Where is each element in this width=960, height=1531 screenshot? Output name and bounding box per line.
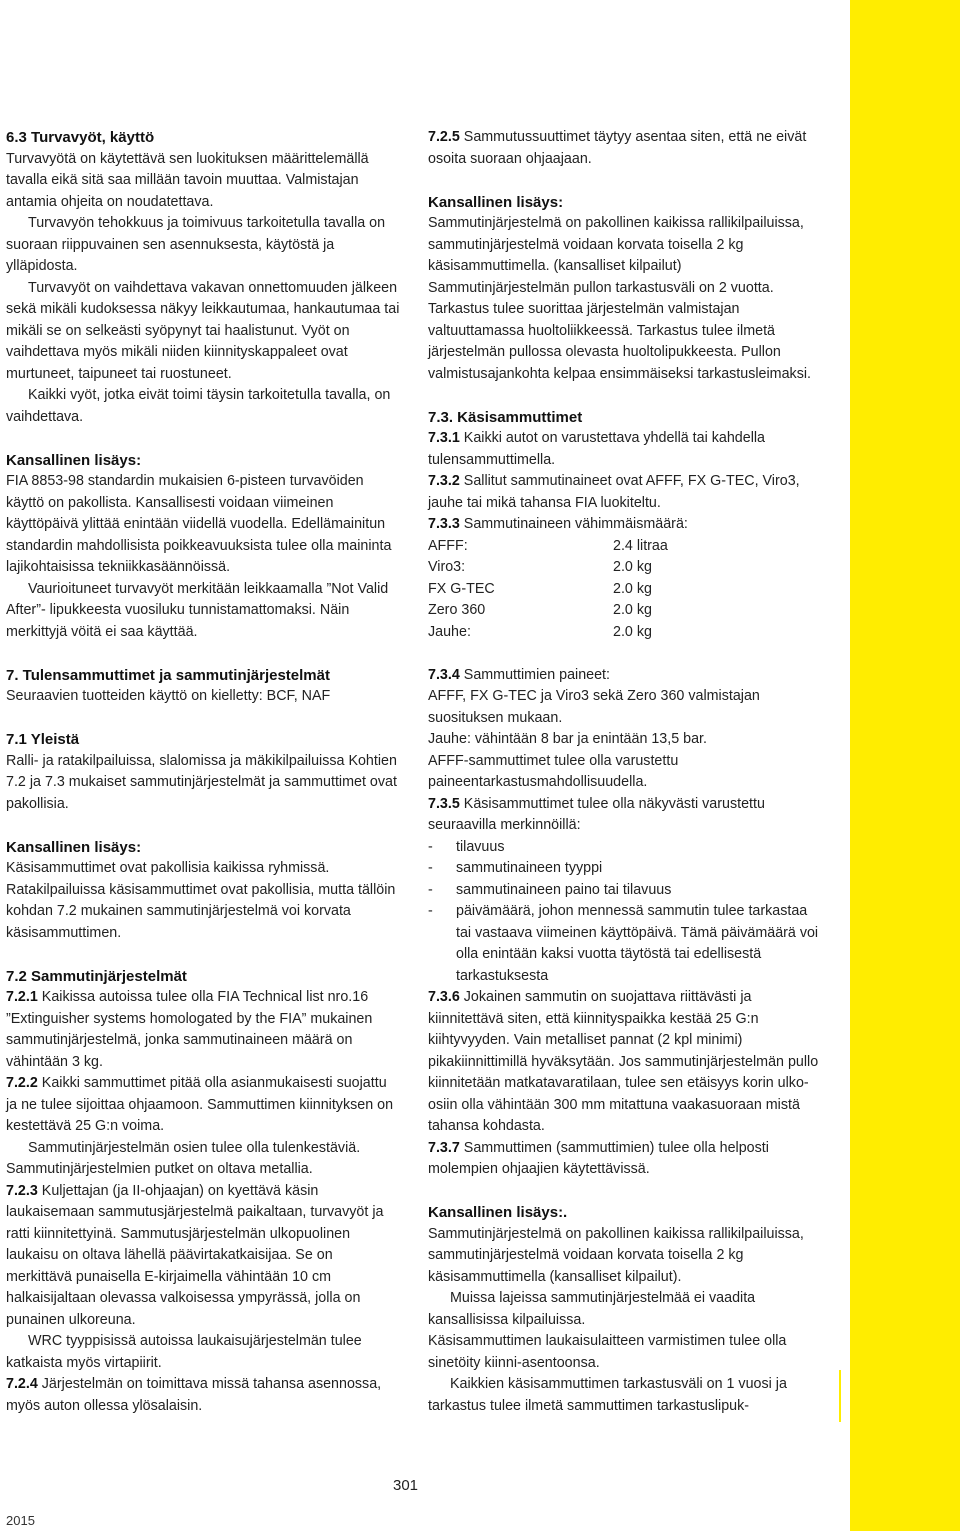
clause-number: 7.3.1 (428, 430, 460, 446)
clause-number: 7.3.4 (428, 666, 460, 683)
paragraph (428, 1288, 822, 1331)
paragraph (6, 1331, 400, 1374)
paragraph-text: Kaikki sammuttimet pitää olla asianmukaisesti suojattu ja ne tulee sijoittaa ohjaamoon. Sammuttimen kiinnityksen on kestettävä 25 G:n voima. (6, 1075, 394, 1134)
section-heading: 7.3. Käsisammuttimet (428, 408, 583, 426)
paragraph (6, 1073, 400, 1138)
paragraph (428, 471, 822, 514)
list-item (428, 880, 822, 902)
paragraph-text: Vaurioituneet turvavyöt merkitään leikkaamalla ”Not Valid After”- lipukkeesta vuosiluku tunnistamattomaksi. Näin merkittyjä vöitä ei saa käyttää. (6, 580, 389, 640)
paragraph (6, 471, 400, 579)
paragraph (428, 987, 822, 1138)
paragraph (6, 149, 400, 214)
section-heading: Kansallinen lisäys: (428, 193, 564, 211)
quantity-row (428, 557, 822, 579)
list-dash: - (428, 860, 433, 876)
quantity-value: 2.0 kg (613, 559, 652, 575)
paragraph-text: Sallitut sammutinaineet ovat AFFF, FX G-TEC, Viro3, jauhe tai mikä tahansa FIA luokiteltu. (428, 473, 800, 511)
quantity-value: 2.0 kg (613, 623, 652, 640)
paragraph-text: Jauhe: vähintään 8 bar ja enintään 13,5 bar. (428, 731, 708, 747)
paragraph-text: Turvavyötä on käytettävä sen luokituksen määrittelemällä tavalla eikä sitä saa millään tavoin muuttaa. Valmistajan antamia ohjeita on noudatettava. (6, 150, 369, 210)
quantity-row (428, 622, 822, 644)
paragraph-text: Sammutinjärjestelmä on pakollinen kaikissa rallikilpailuissa, sammutinjärjestelmä voidaan korvata toisella 2 kg käsisammuttimella. (kansalliset kilpailut) Sammutinjärjestelmän pullon tarkastusväli on 2 vuotta. Tarkastus tulee suorittaa järjestelmän valmistajan valtuuttamassa huoltoliikkeessä. Tarkastus tulee ilmetä järjestelmän pullossa olevasta huoltolipukkeesta. Pullon valmistusajankohta kelpaa ensimmäiseksi tarkastusleimaksi. (428, 215, 811, 382)
clause-number: 7.2.4 (6, 1376, 38, 1392)
paragraph (6, 278, 400, 386)
clause-number: 7.2.1 (6, 989, 38, 1005)
paragraph (428, 428, 822, 471)
spacer (428, 643, 822, 665)
list-item (428, 858, 822, 880)
section-heading: 7.1 Yleistä (6, 731, 80, 748)
section-heading: 7.2 Sammutinjärjestelmät (6, 967, 187, 985)
quantity-label: FX G-TEC (428, 580, 495, 597)
section-heading: Kansallinen lisäys: (6, 451, 142, 469)
list-dash: - (428, 838, 433, 855)
list-text: päivämäärä, johon mennessä sammutin tulee tarkastaa tai vastaava viimeinen käyttöpäivä. Tämä päivämäärä voi olla enintään kaksi vuotta täytöstä tai edellisestä tarkastuksesta (456, 903, 819, 984)
clause-number: 7.3.6 (428, 989, 460, 1005)
paragraph (6, 987, 400, 1073)
section-heading: 6.3 Turvavyöt, käyttö (6, 129, 155, 146)
year-label: 2015 (6, 1513, 35, 1528)
paragraph (428, 751, 822, 794)
section-heading: 7. Tulensammuttimet ja sammutinjärjestelmät (6, 666, 330, 684)
paragraph-text: Sammuttimien paineet: (459, 666, 610, 683)
paragraph (6, 1181, 400, 1332)
paragraph (428, 514, 822, 536)
paragraph (6, 1374, 400, 1417)
clause-number: 7.3.2 (428, 473, 460, 489)
page-number: 301 (393, 1477, 419, 1494)
list-text: tilavuus (456, 838, 505, 855)
paragraph (6, 686, 400, 708)
paragraph-text: FIA 8853-98 standardin mukaisien 6-pisteen turvavöiden käyttö on pakollista. Kansallisesti voidaan viimeinen käyttöpäivä ylittää enintään viidellä vuodella. Edellämainitun standardin mahdollisista poikkeavuuksista tulee olla maininta lajikohtaisissa tekniikkasäännöissä. (6, 473, 392, 575)
paragraph (428, 1374, 822, 1417)
paragraph (428, 1331, 822, 1374)
list-item (428, 901, 822, 987)
paragraph-text: Sammutinjärjestelmän osien tulee olla tulenkestäviä. Sammutinjärjestelmien putket on oltava metallia. (6, 1139, 361, 1177)
paragraph (428, 213, 822, 385)
spacer (6, 643, 400, 665)
quantity-row (428, 600, 822, 622)
spacer (6, 944, 400, 966)
section-heading: Kansallinen lisäys: (6, 838, 142, 856)
left-column (6, 127, 400, 1417)
paragraph-text: Sammuttimen (sammuttimien) tulee olla helposti molempien ohjaajien käytettävissä. (428, 1139, 769, 1177)
quantity-value: 2.4 litraa (613, 537, 668, 554)
paragraph-text: Käsisammuttimet tulee olla näkyvästi varustettu seuraavilla merkinnöillä: (428, 795, 765, 833)
paragraph-text: Sammutinjärjestelmä on pakollinen kaikissa rallikilpailuissa, sammutinjärjestelmä voidaan korvata toisella 2 kg käsisammuttimella (kansalliset kilpailut). (428, 1225, 804, 1285)
paragraph (428, 729, 822, 751)
clause-number: 7.3.5 (428, 795, 460, 812)
paragraph (6, 858, 400, 944)
paragraph (6, 213, 400, 278)
change-marker-line (839, 1370, 841, 1422)
spacer (428, 170, 822, 192)
paragraph-text: Turvavyön tehokkuus ja toimivuus tarkoitetulla tavalla on suoraan riippuvainen sen asennuksesta, käytöstä ja ylläpidosta. (6, 215, 386, 274)
paragraph-text: Kaikkien käsisammuttimen tarkastusväli on 1 vuosi ja tarkastus tulee ilmetä sammuttimen tarkastuslipuk- (428, 1376, 787, 1414)
spacer (6, 815, 400, 837)
spacer (6, 428, 400, 450)
spacer (6, 708, 400, 730)
paragraph-text: Järjestelmän on toimittava missä tahansa asennossa, myös auton ollessa ylösalaisin. (6, 1376, 382, 1414)
quantity-label: Jauhe: (428, 623, 471, 640)
clause-number: 7.2.5 (428, 129, 460, 145)
paragraph-text: AFFF, FX G-TEC ja Viro3 sekä Zero 360 valmistajan suosituksen mukaan. (428, 688, 760, 726)
paragraph-text: Sammutinaineen vähimmäismäärä: (459, 516, 688, 532)
paragraph (6, 1138, 400, 1181)
paragraph-text: Käsisammuttimen laukaisulaitteen varmistimen tulee olla sinetöity kiinni-asentoonsa. (428, 1333, 787, 1371)
paragraph-text: Jokainen sammutin on suojattava riittävästi ja kiinnitettävä siten, että kiinnityspaikka kestää 25 G:n kiihtyvyyden. Vain metalliset pannat (2 kpl minimi) pikakiinnittimillä hyväksytään. Jos sammutinjärjestelmän pullo kiinnitetään matkatavaratilaan, tulee sen etäisyys korin ulko-osiin olla vähintään 300 mm mitattuna vaakasuoraan mistä tahansa kohdasta. (428, 989, 819, 1134)
paragraph (428, 686, 822, 729)
list-dash: - (428, 903, 433, 919)
quantity-row (428, 536, 822, 558)
quantity-label: AFFF: (428, 537, 468, 554)
spacer (428, 385, 822, 407)
paragraph (428, 127, 822, 170)
clause-number: 7.3.3 (428, 516, 460, 532)
quantity-label: Viro3: (428, 559, 466, 575)
paragraph-text: AFFF-sammuttimet tulee olla varustettu paineentarkastusmahdollisuudella. (428, 752, 679, 790)
paragraph-text: Kaikissa autoissa tulee olla FIA Technical list nro.16 ”Extinguisher systems homologated by the FIA” mukainen sammutinjärjestelmä, jonka sammutinaineen määrä on vähintään 3 kg. (6, 989, 373, 1070)
paragraph-text: Kuljettajan (ja II-ohjaajan) on kyettävä käsin laukaisemaan sammutusjärjestelmä paikaltaan, turvavyöt ja ratti kiinnitettyinä. Sammutusjärjestelmän ulkopuolinen laukaisu on oltava lähellä päävirtakatkaisijaa. Se on merkittävä punaisella E-kirjaimella vähintään 10 cm halkaisijaltaan olevassa valkoisessa ympyrässä, jolla on punainen ulkoreuna. (6, 1182, 384, 1328)
paragraph-text: Kaikki vyöt, jotka eivät toimi täysin tarkoitetulla tavalla, on vaihdettava. (6, 387, 391, 425)
paragraph (428, 1224, 822, 1289)
paragraph-text: Seuraavien tuotteiden käyttö on kielletty: BCF, NAF (6, 688, 331, 704)
list-text: sammutinaineen tyyppi (456, 860, 603, 876)
quantity-row (428, 579, 822, 601)
quantity-value: 2.0 kg (613, 602, 652, 618)
paragraph-text: Ralli- ja ratakilpailuissa, slalomissa ja mäkikilpailuissa Kohtien 7.2 ja 7.3 mukaiset sammutinjärjestelmät ja sammuttimet ovat pakollisia. (6, 752, 397, 812)
list-dash: - (428, 881, 433, 898)
paragraph (428, 665, 822, 687)
paragraph-text: Kaikki autot on varustettava yhdellä tai kahdella tulensammuttimella. (428, 430, 765, 468)
yellow-side-bar (850, 0, 960, 1531)
list-text: sammutinaineen paino tai tilavuus (456, 881, 672, 898)
paragraph (6, 579, 400, 644)
paragraph-text: Muissa lajeissa sammutinjärjestelmää ei vaadita kansallisissa kilpailuissa. (428, 1290, 756, 1328)
quantity-label: Zero 360 (428, 602, 486, 618)
clause-number: 7.2.3 (6, 1182, 38, 1199)
paragraph (6, 385, 400, 428)
paragraph-text: Turvavyöt on vaihdettava vakavan onnettomuuden jälkeen sekä mikäli kudoksessa näkyy leikkautumaa, hankautumaa tai mikäli se on selkeästi syöpynyt tai haalistunut. Vyöt on vaihdettava myös mikäli niiden kiinnityskappaleet ovat murtuneet, taipuneet tai ruostuneet. (6, 279, 400, 382)
quantity-value: 2.0 kg (613, 580, 652, 597)
paragraph (428, 1138, 822, 1181)
paragraph-text: Sammutussuuttimet täytyy asentaa siten, että ne eivät osoita suoraan ohjaajaan. (428, 129, 807, 167)
section-heading: Kansallinen lisäys:. (428, 1204, 568, 1221)
paragraph (428, 794, 822, 837)
spacer (428, 1181, 822, 1203)
right-column (428, 127, 822, 1417)
list-item (428, 837, 822, 859)
paragraph-text: WRC tyyppisissä autoissa laukaisujärjestelmän tulee katkaista myös virtapiirit. (6, 1333, 362, 1371)
clause-number: 7.3.7 (428, 1139, 460, 1156)
paragraph-text: Käsisammuttimet ovat pakollisia kaikissa ryhmissä. Ratakilpailuissa käsisammuttimet ovat pakollisia, mutta tällöin kohdan 7.2 mukainen sammutinjärjestelmä voi korvata käsisammuttimen. (6, 860, 396, 941)
paragraph (6, 751, 400, 816)
clause-number: 7.2.2 (6, 1075, 38, 1091)
